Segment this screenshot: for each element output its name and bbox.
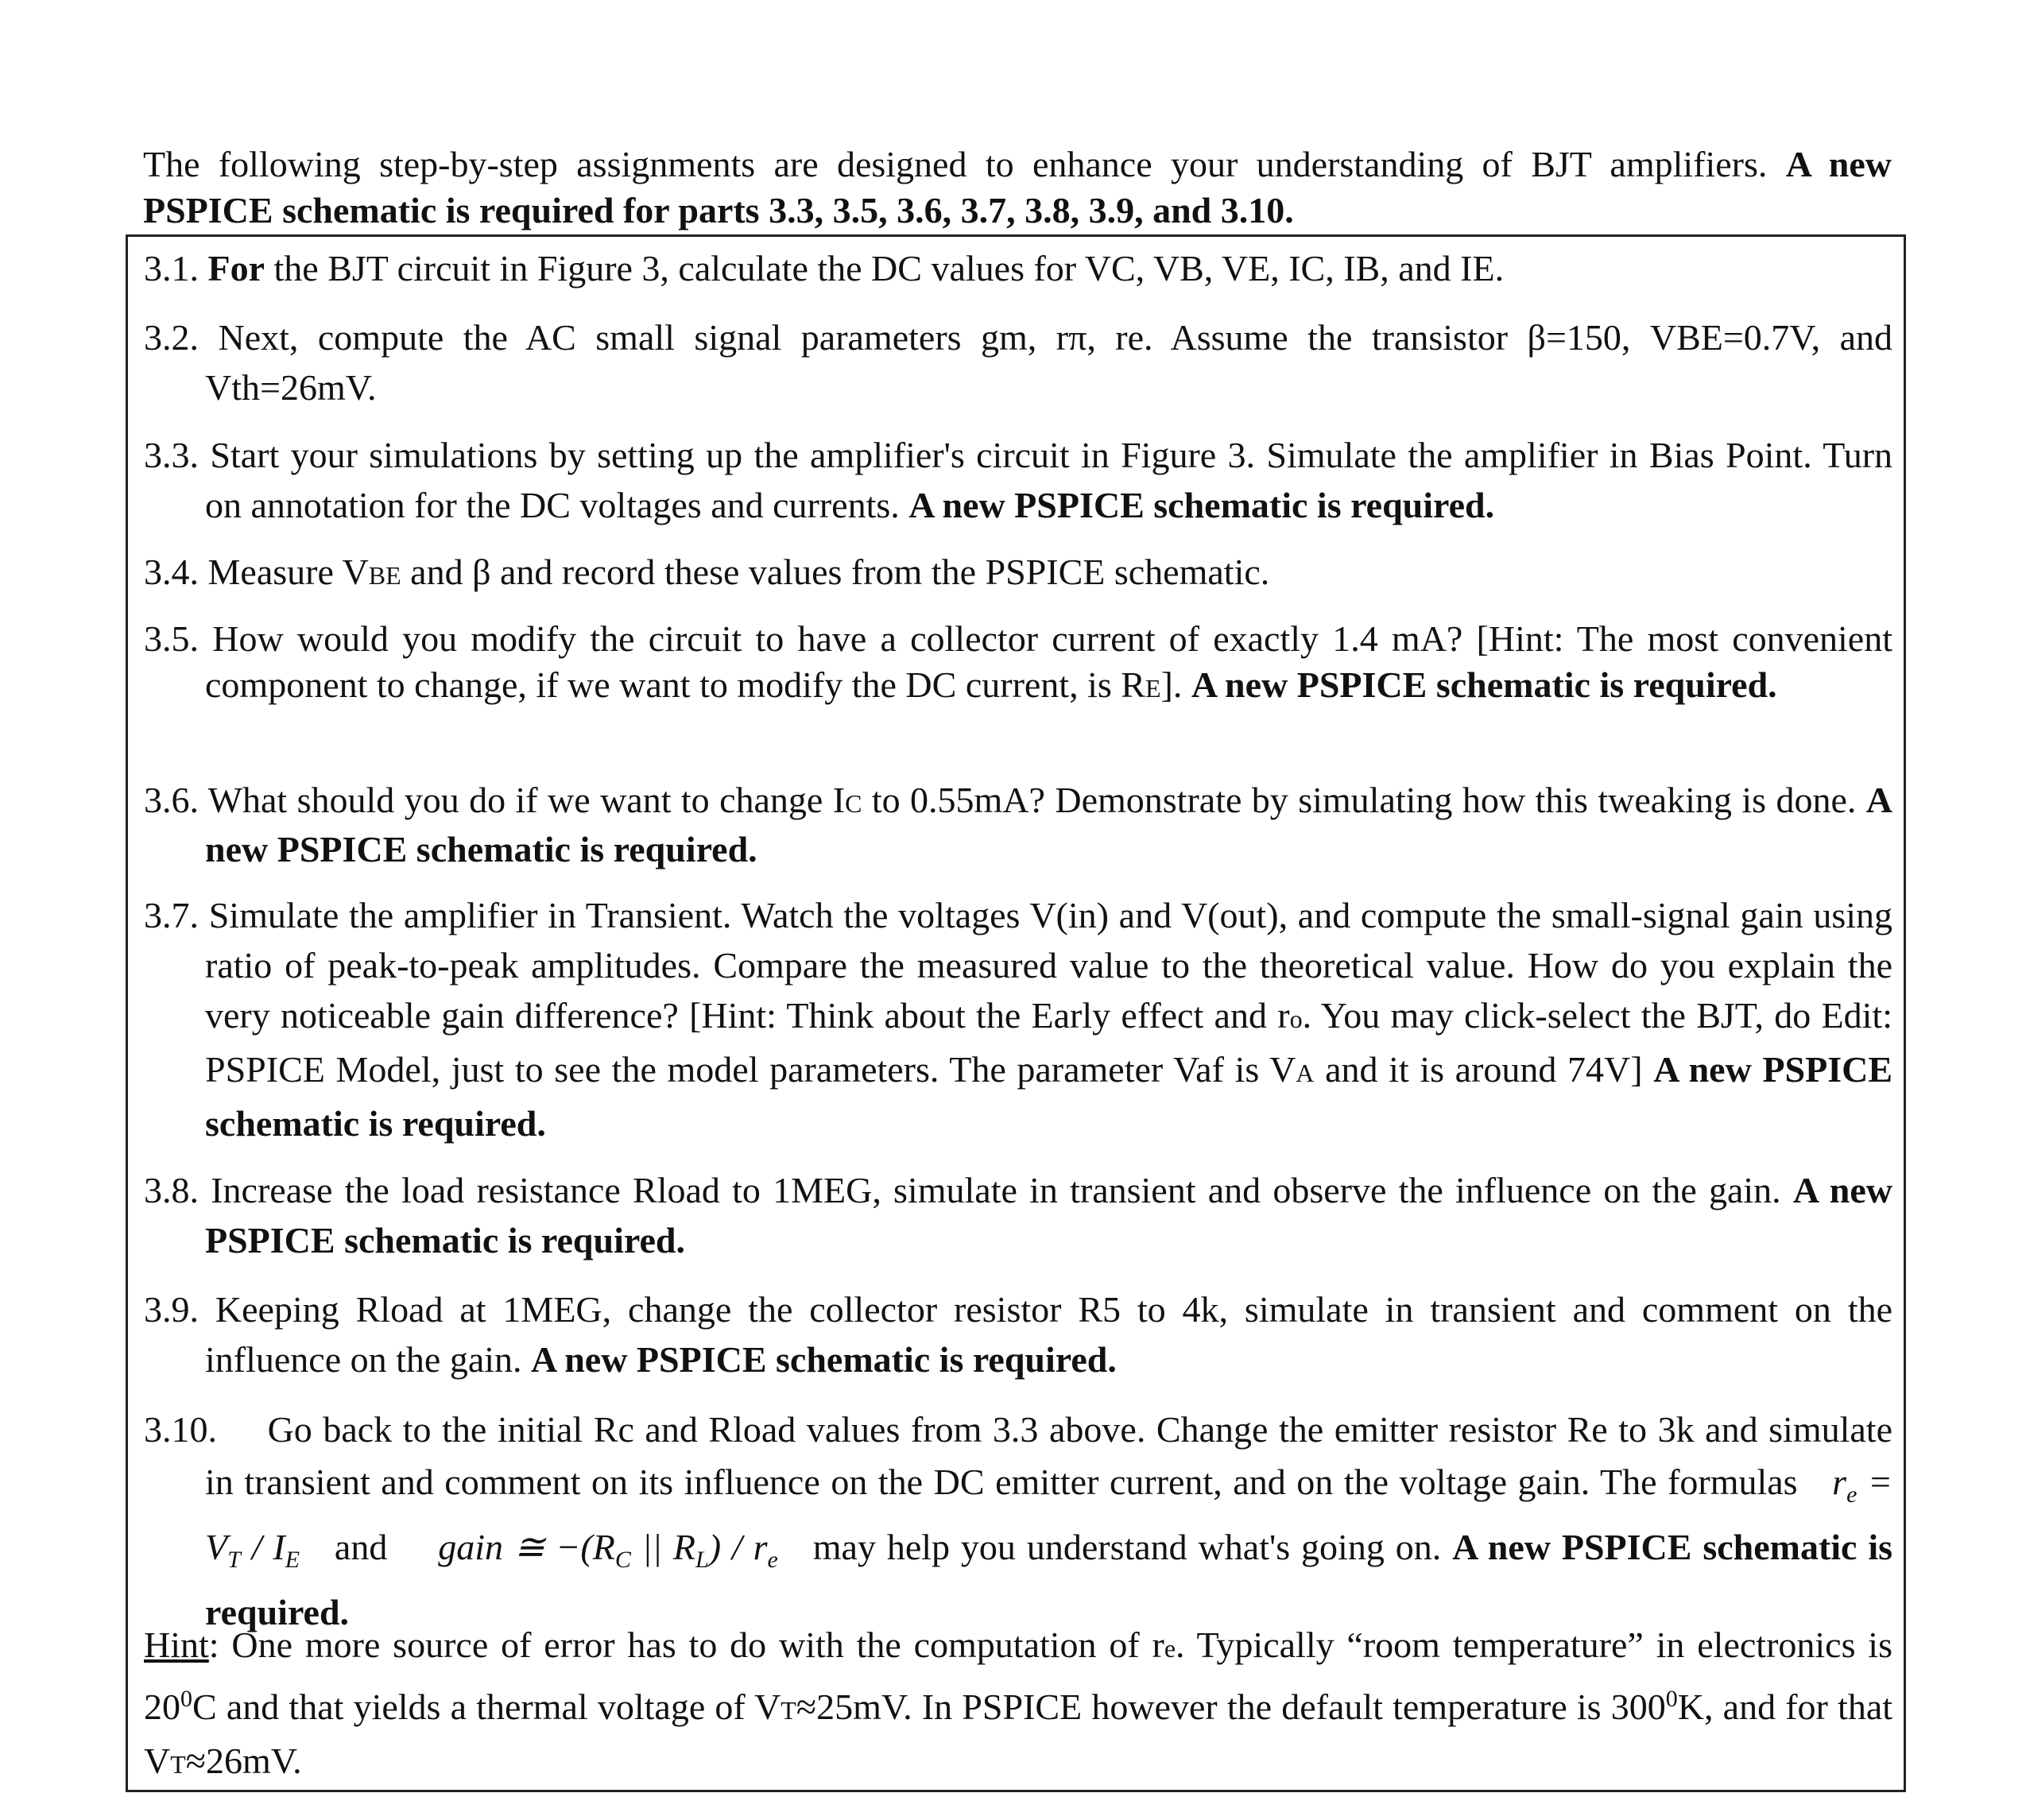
item-3-8 — [144, 1165, 1892, 1265]
item-3-9 — [144, 1284, 1892, 1384]
intro-paragraph — [143, 141, 1892, 234]
item-3-2 — [144, 312, 1892, 412]
item-3-3 — [144, 430, 1892, 530]
item-3-7 — [144, 890, 1892, 1148]
subscript: T — [781, 1696, 796, 1725]
item-text: What should you do if we want to change I — [207, 780, 846, 820]
subscript: E — [1145, 674, 1161, 703]
item-bold-requirement: A new PSPICE schematic is required. — [205, 1170, 1893, 1260]
item-number: 3.9. — [144, 1289, 199, 1330]
item-number: 3.7. — [144, 895, 199, 935]
hint-text: . Typically “room temperature” in electronics is 20 — [144, 1624, 1892, 1727]
item-text: and it is around 74V] — [1325, 1049, 1643, 1090]
subscript: T — [170, 1750, 186, 1779]
item-text: may help you understand what's going on. — [812, 1527, 1442, 1567]
item-bold-requirement: A new PSPICE schematic is required. — [205, 780, 1893, 869]
item-number: 3.10. — [144, 1409, 217, 1450]
item-number: 3.2. — [144, 317, 199, 358]
hint-text: ≈25mV. In PSPICE however the default temperature is 300 — [796, 1686, 1666, 1727]
item-text: and — [334, 1527, 388, 1567]
item-bold-requirement: A new PSPICE schematic is required. — [205, 1527, 1893, 1632]
subscript: C — [845, 789, 862, 818]
item-3-10 — [144, 1404, 1892, 1639]
item-text: Keeping Rload at 1MEG, change the collector resistor R5 to 4k, simulate in transient and comment on the influence on the gain. — [205, 1289, 1893, 1380]
hint-text: : One more source of error has to do with the computation of r — [208, 1624, 1164, 1665]
item-bold: For — [207, 248, 265, 288]
item-text: Go back to the initial Rc and Rload values from 3.3 above. Change the emitter resistor Re to 3k and simulate in transient and comment on its influence on the DC emitter current, and on the voltage gain. The formulas — [205, 1409, 1892, 1502]
item-number: 3.4. — [144, 552, 199, 592]
item-text: and β and record these values from the PSPICE schematic. — [410, 552, 1270, 592]
item-text: Measure V — [207, 552, 369, 592]
subscript: BE — [368, 561, 401, 590]
item-text: the BJT circuit in Figure 3, calculate the DC values for VC, VB, VE, IC, IB, and IE. — [273, 248, 1505, 288]
item-text: Simulate the amplifier in Transient. Watch the voltages V(in) and V(out), and compute the small-signal gain using ratio of peak-to-peak amplitudes. Compare the measured value to the theoretical value. How do you explain the very noticeable gain difference? [Hint: Think about the Early effect and r — [205, 895, 1893, 1036]
item-3-6 — [144, 777, 1892, 873]
item-bold-requirement: A new PSPICE schematic is required. — [908, 485, 1495, 525]
hint-label: Hint — [144, 1624, 209, 1665]
item-text: Next, compute the AC small signal parameters gm, rπ, re. Assume the transistor β=150, VBE=0.7V, and Vth=26mV. — [205, 317, 1892, 408]
item-text: Increase the load resistance Rload to 1MEG, simulate in transient and observe the influence on the gain. — [211, 1170, 1781, 1210]
assignment-box — [126, 234, 1906, 1792]
item-text: Start your simulations by setting up the amplifier's circuit in Figure 3. Simulate the amplifier in Bias Point. Turn on annotation for the DC voltages and currents. — [205, 435, 1893, 525]
item-number: 3.6. — [144, 780, 199, 820]
item-bold-requirement: A new PSPICE schematic is required. — [1191, 664, 1777, 705]
superscript: 0 — [1665, 1686, 1678, 1712]
item-text: How would you modify the circuit to have a collector current of exactly 1.4 mA? [Hint: The most convenient component to change, if we want to modify the DC current, is R — [205, 618, 1893, 705]
item-3-4 — [144, 547, 1892, 601]
hint-paragraph — [144, 1620, 1892, 1790]
hint-text: ≈26mV. — [185, 1741, 302, 1781]
subscript: e — [1164, 1634, 1176, 1663]
formula-gain: gain ≅ $-(R_C$ || $R_L) / r_e$ — [438, 1527, 778, 1573]
item-bold-requirement: A new PSPICE schematic is required. — [205, 1049, 1893, 1144]
intro-bold-requirement: A new PSPICE schematic is required for parts 3.3, 3.5, 3.6, 3.7, 3.8, 3.9, and 3.10. — [143, 144, 1892, 230]
item-number: 3.5. — [144, 618, 199, 659]
intro-text: The following step-by-step assignments are designed to enhance your understanding of BJT amplifiers. — [143, 144, 1768, 184]
hint-text: K, and for that V — [144, 1686, 1893, 1781]
item-3-1 — [144, 243, 1892, 293]
item-number: 3.3. — [144, 435, 199, 475]
item-bold-requirement: A new PSPICE schematic is required. — [531, 1339, 1117, 1380]
hint-text: C and that yields a thermal voltage of V — [192, 1686, 781, 1727]
item-text: ]. — [1160, 664, 1183, 705]
formula-re: $r_e = V_T / I_E$ — [205, 1462, 1893, 1573]
subscript: A — [1296, 1059, 1315, 1087]
item-3-5 — [144, 616, 1892, 711]
item-text: . You may click-select the BJT, do Edit: PSPICE Model, just to see the model parameters. The parameter Vaf is V — [205, 995, 1892, 1090]
superscript: 0 — [180, 1686, 192, 1712]
item-number: 3.8. — [144, 1170, 199, 1210]
item-text: to 0.55mA? Demonstrate by simulating how this tweaking is done. — [871, 780, 1857, 820]
subscript: o — [1289, 1005, 1303, 1033]
item-number: 3.1. — [144, 248, 199, 288]
